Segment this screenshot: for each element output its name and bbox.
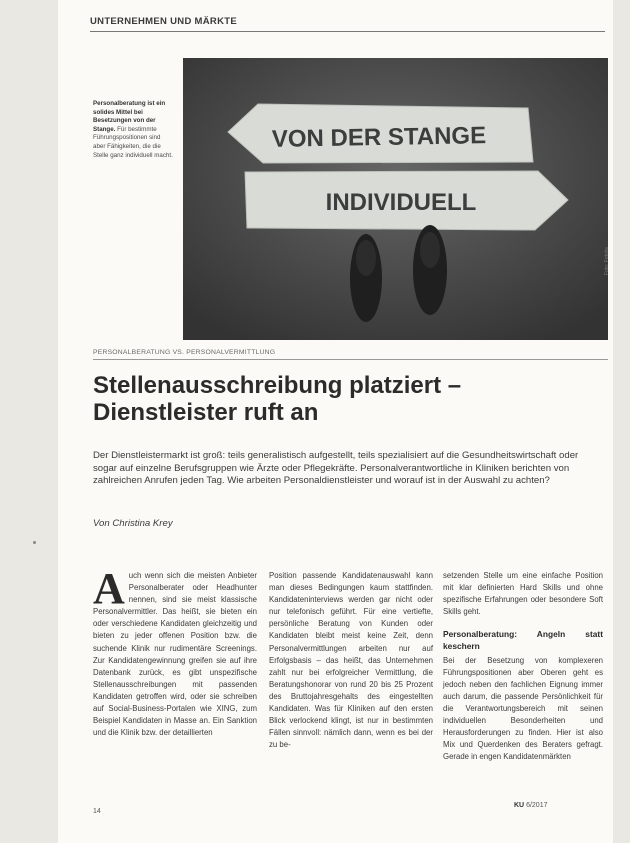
article-photo <box>183 58 608 340</box>
article-kicker: PERSONALBERATUNG VS. PERSONALVERMITTLUNG <box>93 349 276 356</box>
body-column-1-text: uch wenn sich die meisten Anbieter Personalberater oder Headhunter nennen, sind sie meist klassische Personalvermittler. Das heißt, sie bieten ein oder verschiedene Kandidaten gleichzeitig und bieten zu jeder offenen Position bzw. die suchende Klinik nur rudimentäre Screenings. Zur Kandidatengewinnung greifen sie auf ihre Datenbank zurück, es gibt unspezifische Stellenausschreibungen mit passenden Kandidaten getroffen wird, oder sie schreiben auf Social-Business-Portalen wie XING, zum Beispiel Kandidaten in Masse an. Ein Sanktion und die Klinik bzw. der detaillierten <box>93 571 257 738</box>
body-column-3 <box>443 570 603 763</box>
sign-top-text: VON DER STANGE <box>271 122 487 153</box>
caption-rest: Für bestimmte Führungspositionen sind aber Fähigkeiten, die die Stelle ganz individuell macht. <box>93 125 173 159</box>
body-column-3-bottom: Bei der Besetzung von komplexeren Führungspositionen aber Oberen geht es jedoch neben den fachlichen Eignung immer auch darum, die passende Persönlichkeit für die Verantwortungsbereich mit seinen individuellen Besonderheiten und Herausforderungen zu finden. Hier ist also Mix und Querdenken des Beraters gefragt. Gerade in engen Kandidatenmärkten <box>443 655 603 762</box>
article-teaser: Der Dienstleistermarkt ist groß: teils generalistisch aufgestellt, teils spezialisiert auf die Gesundheitswirtschaft oder sogar auf einzelne Berufsgruppen wie Ärzte oder Pflegekräfte. Personalverantwortliche in Kliniken berichten von zahlreichen Anrufen jeden Tag. Wie arbeiten Personaldienstleister und worauf ist in der Auswahl zu achten? <box>93 450 579 487</box>
scan-dot <box>33 541 36 544</box>
body-column-3-top: setzenden Stelle um eine einfache Position mit klar definierten Hard Skills und ohne spezifische Erfahrungen oder besondere Soft Skills geht. <box>443 571 603 617</box>
photo-caption <box>93 100 173 160</box>
kicker-rule <box>93 359 608 360</box>
body-column-2: Position passende Kandidatenauswahl kann man dieses Bedingungen kaum stattfinden. Kandidateninterviews werden gar nicht oder nur telefonisch geführt. Für eine vertiefte, persönliche Beratung von Kunden oder Kandidaten bleibt meist keine Zeit, denn Personalvermittlungen arbeiten nur auf Erfolgsbasis – das heißt, das Unternehmen zahlt nur bei erfolgreicher Vermittlung, die Beratungshonorar von rund 20 bis 25 Prozent des Bruttojahresgehalts des eingestellten Kandidaten. Was für Kliniken auf den ersten Blick verlockend klingt, ist nur in bestimmten Fällen sinnvoll: nämlich dann, wenn es bei der zu be- <box>269 571 433 750</box>
body-subheading: Personalberatung: Angeln statt keschern <box>443 629 603 652</box>
photo-credit: Foto: Fotolia <box>604 247 610 275</box>
header-rule <box>90 31 605 32</box>
signs-photo <box>183 58 608 340</box>
drop-cap: A <box>93 564 125 613</box>
caption-bold: Personalberatung ist ein solides Mittel bei Besetzungen von der Stange. <box>93 100 166 133</box>
page-number: 14 <box>93 808 101 815</box>
footer-issue <box>514 802 548 809</box>
body-column-1 <box>93 564 257 739</box>
article-author: Von Christina Krey <box>93 518 173 529</box>
footer-mag: KU <box>514 802 525 809</box>
article-headline: Stellenausschreibung platziert – Dienstleister ruft an <box>93 372 462 426</box>
sign-bottom-text: INDIVIDUELL <box>325 189 477 216</box>
footer-issue-number: 6/2017 <box>526 802 548 809</box>
section-header: UNTERNEHMEN UND MÄRKTE <box>90 16 237 27</box>
